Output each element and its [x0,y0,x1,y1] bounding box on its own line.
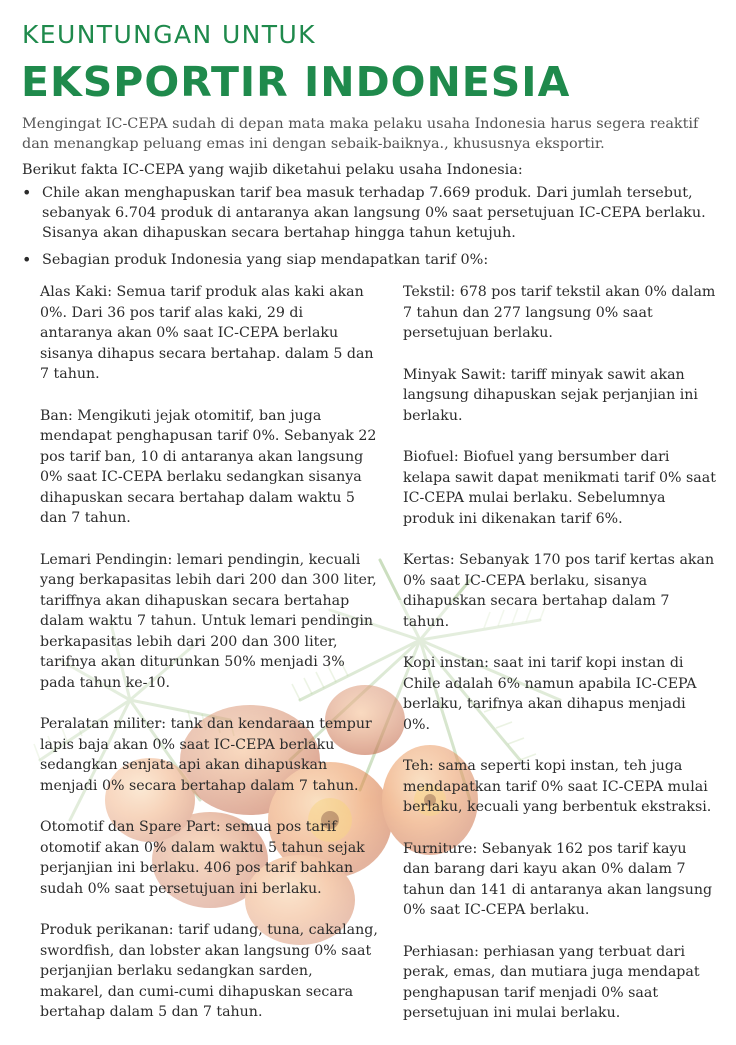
product-item-peralatan-militer: Peralatan militer: tank dan kendaraan tempur lapis baja akan 0% saat IC-CEPA berlaku sedangkan senjata api akan dihapuskan menjadi 0% secara bertahap dalam 7 tahun. [40,716,372,794]
product-item-lemari-pendingin: Lemari Pendingin: lemari pendingin, kecuali yang berkapasitas lebih dari 200 dan 300 liter, tariffnya akan dihapuskan secara bertahap dalam waktu 7 tahun. Untuk lemari pendingin berkapasitas lebih dari 200 dan 300 liter, tarifnya akan diturunkan 50% menjadi 3% pada tahun ke-10. [40,551,377,691]
right-column [403,282,717,1045]
page-title: EKSPORTIR INDONESIA [21,58,571,106]
product-item-tekstil: Tekstil: 678 pos tarif tekstil akan 0% dalam 7 tahun dan 277 langsung 0% saat persetujuan berlaku. [403,284,716,341]
product-item-ban: Ban: Mengikuti jejak otomitif, ban juga mendapat penghapusan tarif 0%. Sebanyak 22 pos tarif ban, 10 di antaranya akan langsung 0% saat IC-CEPA berlaku sedangkan sisanya dihapuskan secara bertahap dalam waktu 5 dan 7 tahun. [40,407,377,526]
intro-paragraph: Mengingat IC-CEPA sudah di depan mata maka pelaku usaha Indonesia harus segera reaktif dan menangkap peluang emas ini dengan sebaik-baiknya., khususnya eksportir. [22,116,699,152]
left-column [40,282,378,1044]
product-item-alas-kaki: Alas Kaki: Semua tarif produk alas kaki akan 0%. Dari 36 pos tarif alas kaki, 29 di antaranya akan 0% saat IC-CEPA berlaku sisanya dihapus secara bertahap. dalam 5 dan 7 tahun. [40,284,374,382]
bullet-item: • Sebagian produk Indonesia yang siap mendapatkan tarif 0%: [42,250,712,270]
product-item-kopi-instan: Kopi instan: saat ini tarif kopi instan di Chile adalah 6% namun apabila IC-CEPA berlaku, tarifnya akan dihapus menjadi 0%. [403,655,697,733]
header-kicker: KEUNTUNGAN UNTUK [22,20,316,49]
product-item-perikanan: Produk perikanan: tarif udang, tuna, cakalang, swordfish, dan lobster akan langsung 0% saat perjanjian berlaku sedangkan sarden, makarel, dan cumi-cumi dihapuskan secara bertahap dalam 5 dan 7 tahun. [40,922,378,1020]
product-item-otomotif: Otomotif dan Spare Part: semua pos tarif otomotif akan 0% dalam waktu 5 tahun sejak perjanjian ini berlaku. 406 pos tarif bahkan sudah 0% saat persetujuan ini berlaku. [40,819,365,897]
product-item-teh: Teh: sama seperti kopi instan, teh juga mendapatkan tarif 0% saat IC-CEPA mulai berlaku, kecuali yang berbentuk ekstraksi. [403,758,712,815]
product-item-furniture: Furniture: Sebanyak 162 pos tarif kayu dan barang dari kayu akan 0% dalam 7 tahun dan 141 di antaranya akan langsung 0% saat IC-CEPA berlaku. [403,840,713,918]
product-item-perhiasan: Perhiasan: perhiasan yang terbuat dari perak, emas, dan mutiara juga mendapat penghapusan tarif menjadi 0% saat persetujuan ini mulai berlaku. [403,943,700,1021]
product-item-kertas: Kertas: Sebanyak 170 pos tarif kertas akan 0% saat IC-CEPA berlaku, sisanya dihapuskan secara bertahap dalam 7 tahun. [403,552,715,630]
lead-paragraph: Berikut fakta IC-CEPA yang wajib diketahui pelaku usaha Indonesia: [22,162,523,178]
bullet-item: • Chile akan menghapuskan tarif bea masuk terhadap 7.669 produk. Dari jumlah tersebut, sebanyak 6.704 produk di antaranya akan langsung 0% saat persetujuan IC-CEPA berlaku. Sisanya akan dihapuskan secara bertahap hingga tahun ketujuh. [42,183,712,243]
product-item-minyak-sawit: Minyak Sawit: tariff minyak sawit akan langsung dihapuskan sejak perjanjian ini berlaku. [403,366,698,424]
product-item-biofuel: Biofuel: Biofuel yang bersumber dari kelapa sawit dapat menikmati tarif 0% saat IC-CEPA mulai berlaku. Sebelumnya produk ini dikenakan tarif 6%. [403,449,716,527]
